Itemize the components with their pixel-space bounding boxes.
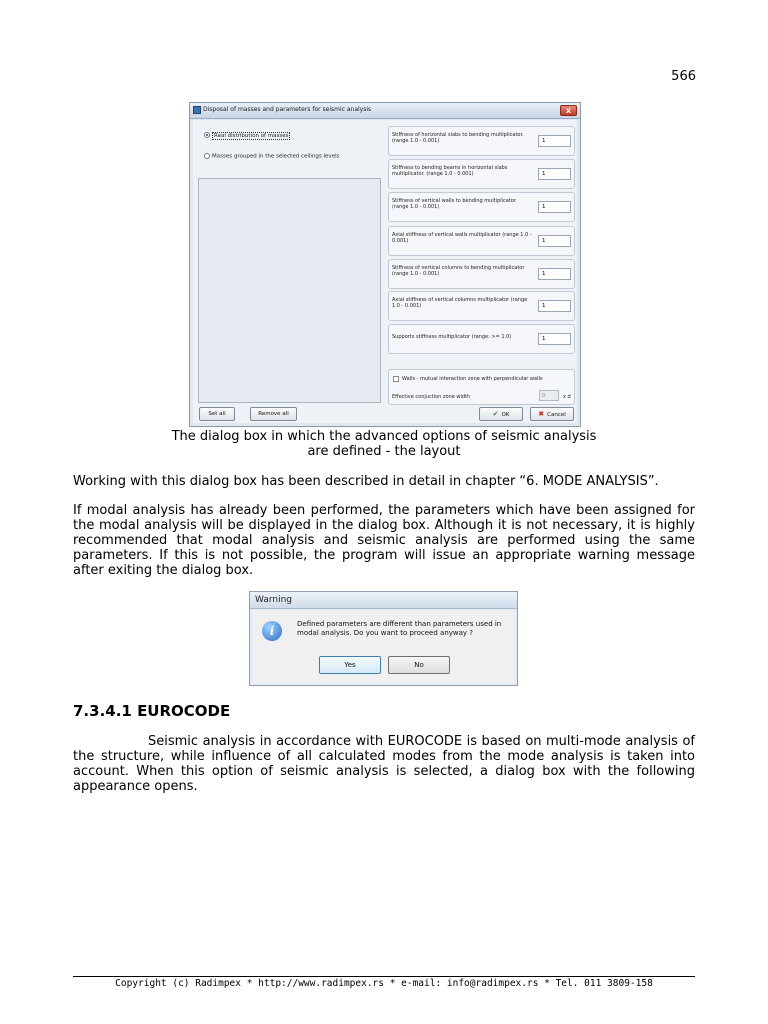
- warning-title: Warning: [255, 595, 293, 605]
- figure-caption: [150, 429, 618, 459]
- effective-zone-label: Effective conjuction zone width: [392, 394, 471, 400]
- effective-zone-input[interactable]: 0: [539, 390, 559, 401]
- dialog-body: [193, 120, 577, 423]
- ok-button[interactable]: [479, 407, 523, 421]
- param-beams: [388, 159, 575, 189]
- param-input[interactable]: 1: [538, 268, 571, 280]
- cancel-label: Cancel: [547, 412, 566, 418]
- walls-checkbox[interactable]: [393, 376, 399, 382]
- param-label: Supports stiffness multiplicator (range: >= 1.0): [392, 334, 512, 340]
- warning-title-bar: [250, 592, 517, 609]
- ok-label: OK: [501, 412, 510, 418]
- param-label: Stiffness of vertical columns to bending multiplicator (range 1.0 - 0.001): [392, 265, 525, 277]
- param-label: Axial stiffness of vertical walls multiplicator (range 1.0 - 0.001): [392, 232, 532, 244]
- paragraph: If modal analysis has already been performed, the parameters which have been assigned for the modal analysis will be displayed in the dialog box. Although it is not necessary, it is highly recommended that modal analysis and seismic analysis are performed using the same parameters. If this is not possible, the program will issue an appropriate warning message after exiting the dialog box.: [73, 503, 695, 578]
- dialog-title: Disposal of masses and parameters for seismic analysis: [203, 106, 372, 113]
- param-vertical-walls: [388, 192, 575, 222]
- page-footer: Copyright (c) Radimpex * http://www.radimpex.rs * e-mail: info@radimpex.rs * Tel. 011 3809-158: [115, 978, 653, 989]
- radio-label: Masses grouped in the selected ceilings levels: [212, 153, 340, 160]
- walls-interaction-group: [388, 369, 575, 405]
- yes-button[interactable]: Yes: [319, 656, 381, 674]
- set-all-button[interactable]: Set all: [199, 407, 235, 421]
- param-supports: [388, 324, 575, 354]
- radio-grouped-masses[interactable]: [204, 153, 339, 160]
- section-heading: 7.3.4.1 EUROCODE: [73, 702, 231, 720]
- app-icon: [193, 106, 201, 114]
- paragraph: Working with this dialog box has been described in detail in chapter “6. MODE ANALYSIS”.: [73, 474, 659, 489]
- footer-divider: [73, 976, 695, 977]
- warning-body: [253, 610, 514, 683]
- caption-line: are defined - the layout: [307, 444, 461, 459]
- cancel-icon: ✖: [538, 410, 545, 418]
- param-axial-columns: [388, 291, 575, 321]
- page-number: 566: [671, 69, 696, 84]
- left-preview-panel: [198, 178, 381, 403]
- radio-label: Real distribution of masses: [214, 132, 289, 139]
- param-input[interactable]: 1: [538, 235, 571, 247]
- param-label: Stiffness of vertical walls to bending multiplicator (range 1.0 - 0.001): [392, 198, 516, 210]
- param-input[interactable]: 1: [538, 333, 571, 345]
- seismic-parameters-dialog: [189, 102, 581, 427]
- param-input[interactable]: 1: [538, 300, 571, 312]
- checkmark-icon: ✔: [492, 410, 499, 418]
- warning-dialog: [249, 591, 518, 686]
- radio-selected-icon[interactable]: [204, 132, 210, 138]
- param-horizontal-slabs: [388, 126, 575, 156]
- param-label: Axial stiffness of vertical columns multiplicator (range 1.0 - 0.001): [392, 297, 528, 309]
- no-button[interactable]: No: [388, 656, 450, 674]
- param-axial-walls: [388, 226, 575, 256]
- param-input[interactable]: 1: [538, 168, 571, 180]
- walls-checkbox-label: Walls - mutual interaction zone with perpendicular walls: [402, 376, 543, 382]
- param-input[interactable]: 1: [538, 135, 571, 147]
- effective-zone-unit: x d: [563, 394, 571, 400]
- remove-all-button[interactable]: Remove all: [250, 407, 297, 421]
- param-label: Stiffness to bending beams in horizontal slabs multiplicator. (range 1.0 - 0.001): [392, 165, 508, 177]
- radio-real-distribution[interactable]: [204, 132, 290, 139]
- paragraph: Seismic analysis in accordance with EUROCODE is based on multi-mode analysis of the structure, while influence of all calculated modes from the mode analysis is taken into account. When this option of seismic analysis is selected, a dialog box with the following appearance opens.: [73, 734, 695, 794]
- warning-message: Defined parameters are different than parameters used in modal analysis. Do you want to proceed anyway ?: [297, 620, 502, 637]
- info-icon: i: [262, 621, 282, 641]
- cancel-button[interactable]: [530, 407, 574, 421]
- close-icon[interactable]: x: [560, 105, 577, 116]
- radio-unselected-icon[interactable]: [204, 153, 210, 159]
- param-vertical-columns: [388, 259, 575, 289]
- caption-line: The dialog box in which the advanced options of seismic analysis: [171, 429, 597, 444]
- param-input[interactable]: 1: [538, 201, 571, 213]
- dialog-title-bar: [190, 103, 580, 119]
- param-label: Stiffness of horizontal slabs to bending multiplicator. (range 1.0 - 0.001): [392, 132, 524, 144]
